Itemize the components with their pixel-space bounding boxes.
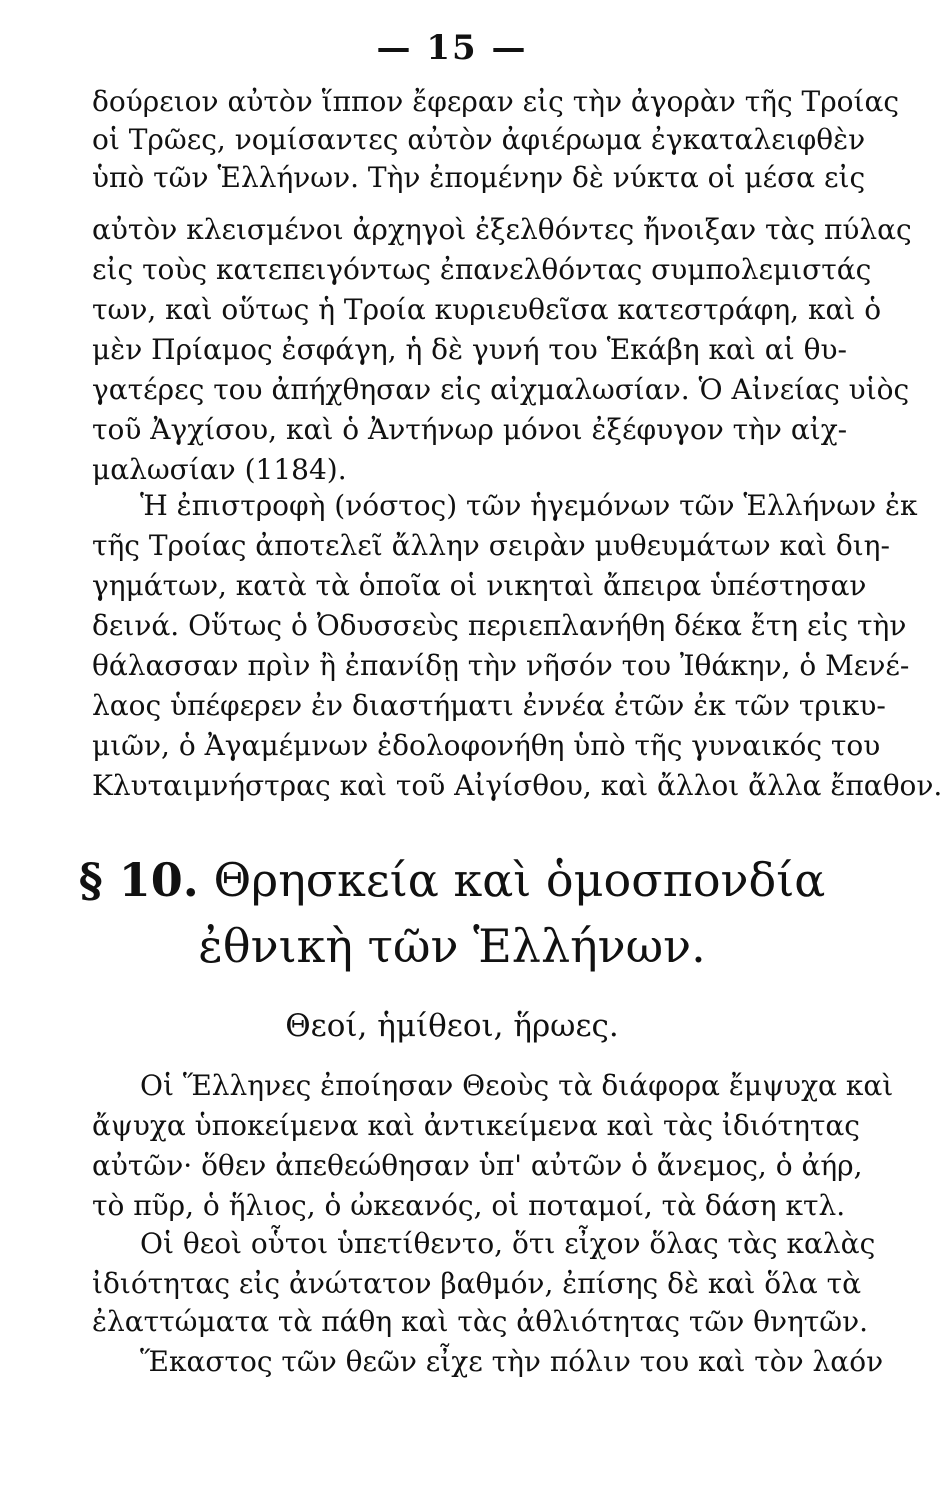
text-line: οἱ Τρῶες, νομίσαντες αὐτὸν ἀφιέρωμα ἐγκαταλειφθὲν	[92, 123, 866, 156]
text-line: τοῦ Ἀγχίσου, καὶ ὁ Ἀντήνωρ μόνοι ἐξέφυγον τὴν αἰχ-	[92, 413, 848, 446]
text-line: Ἕκαστος τῶν θεῶν εἶχε τὴν πόλιν του καὶ τὸν λαόν	[140, 1345, 884, 1378]
text-line: μιῶν, ὁ Ἀγαμέμνων ἐδολοφονήθη ὑπὸ τῆς γυναικός του	[92, 729, 881, 762]
text-line: τὸ πῦρ, ὁ ἥλιος, ὁ ὠκεανός, οἱ ποταμοί, τὰ δάση κτλ.	[92, 1189, 846, 1222]
text-line: αὐτῶν· ὅθεν ἀπεθεώθησαν ὑπ' αὐτῶν ὁ ἄνεμος, ὁ ἀήρ,	[92, 1149, 863, 1182]
text-line: δούρειον αὐτὸν ἵππον ἔφεραν εἰς τὴν ἀγορὰν τῆς Τροίας	[92, 85, 900, 118]
text-line: ἰδιότητας εἰς ἀνώτατον βαθμόν, ἐπίσης δὲ καὶ ὅλα τὰ	[92, 1267, 862, 1300]
text-line: ἄψυχα ὑποκείμενα καὶ ἀντικείμενα καὶ τὰς ἰδιότητας	[92, 1109, 860, 1142]
section-title-line-1: Θρησκεία καὶ ὁμοσπονδία	[213, 853, 826, 907]
text-line: μαλωσίαν (1184).	[92, 453, 347, 486]
section-heading	[0, 852, 904, 908]
text-line: των, καὶ οὕτως ἡ Τροία κυριευθεῖσα κατεστράφη, καὶ ὁ	[92, 293, 882, 326]
section-subtitle: Θεοί, ἡμίθεοι, ἥρωες.	[285, 1008, 619, 1044]
text-line: Οἱ θεοὶ οὗτοι ὑπετίθεντο, ὅτι εἶχον ὅλας τὰς καλὰς	[140, 1227, 876, 1260]
text-line: ἐλαττώματα τὰ πάθη καὶ τὰς ἀθλιότητας τῶν θνητῶν.	[92, 1305, 869, 1338]
text-line: Ἡ ἐπιστροφὴ (νόστος) τῶν ἡγεμόνων τῶν Ἑλλήνων ἐκ	[140, 489, 918, 522]
text-line: ὑπὸ τῶν Ἑλλήνων. Τὴν ἐπομένην δὲ νύκτα οἱ μέσα εἰς	[92, 161, 866, 194]
text-line: λαος ὑπέφερεν ἐν διαστήματι ἐννέα ἐτῶν ἐκ τῶν τρικυ-	[92, 689, 886, 722]
text-line: γημάτων, κατὰ τὰ ὁποῖα οἱ νικηταὶ ἄπειρα ὑπέστησαν	[92, 569, 867, 602]
section-number: § 10.	[78, 853, 199, 907]
text-line: δεινά. Οὕτως ὁ Ὀδυσσεὺς περιεπλανήθη δέκα ἔτη εἰς τὴν	[92, 609, 907, 642]
text-line: Κλυταιμνήστρας καὶ τοῦ Αἰγίσθου, καὶ ἄλλοι ἄλλα ἔπαθον.	[92, 769, 942, 802]
text-line: Οἱ Ἕλληνες ἐποίησαν Θεοὺς τὰ διάφορα ἔμψυχα καὶ	[140, 1069, 894, 1102]
text-line: θάλασσαν πρὶν ἢ ἐπανίδῃ τὴν νῆσόν του Ἰθάκην, ὁ Μενέ-	[92, 649, 910, 682]
text-line: τῆς Τροίας ἀποτελεῖ ἄλλην σειρὰν μυθευμάτων καὶ διη-	[92, 529, 890, 562]
text-line: μὲν Πρίαμος ἐσφάγη, ἡ δὲ γυνή του Ἑκάβη καὶ αἱ θυ-	[92, 333, 847, 366]
section-title-line-2: ἐθνικὴ τῶν Ἑλλήνων.	[198, 919, 706, 973]
text-line: αὐτὸν κλεισμένοι ἀρχηγοὶ ἐξελθόντες ἤνοιξαν τὰς πύλας	[92, 213, 912, 246]
text-line: εἰς τοὺς κατεπειγόντως ἐπανελθόντας συμπολεμιστάς	[92, 253, 872, 286]
page-number: — 15 —	[376, 28, 528, 68]
text-line: γατέρες του ἀπήχθησαν εἰς αἰχμαλωσίαν. Ὁ Αἰνείας υἱὸς	[92, 373, 910, 406]
